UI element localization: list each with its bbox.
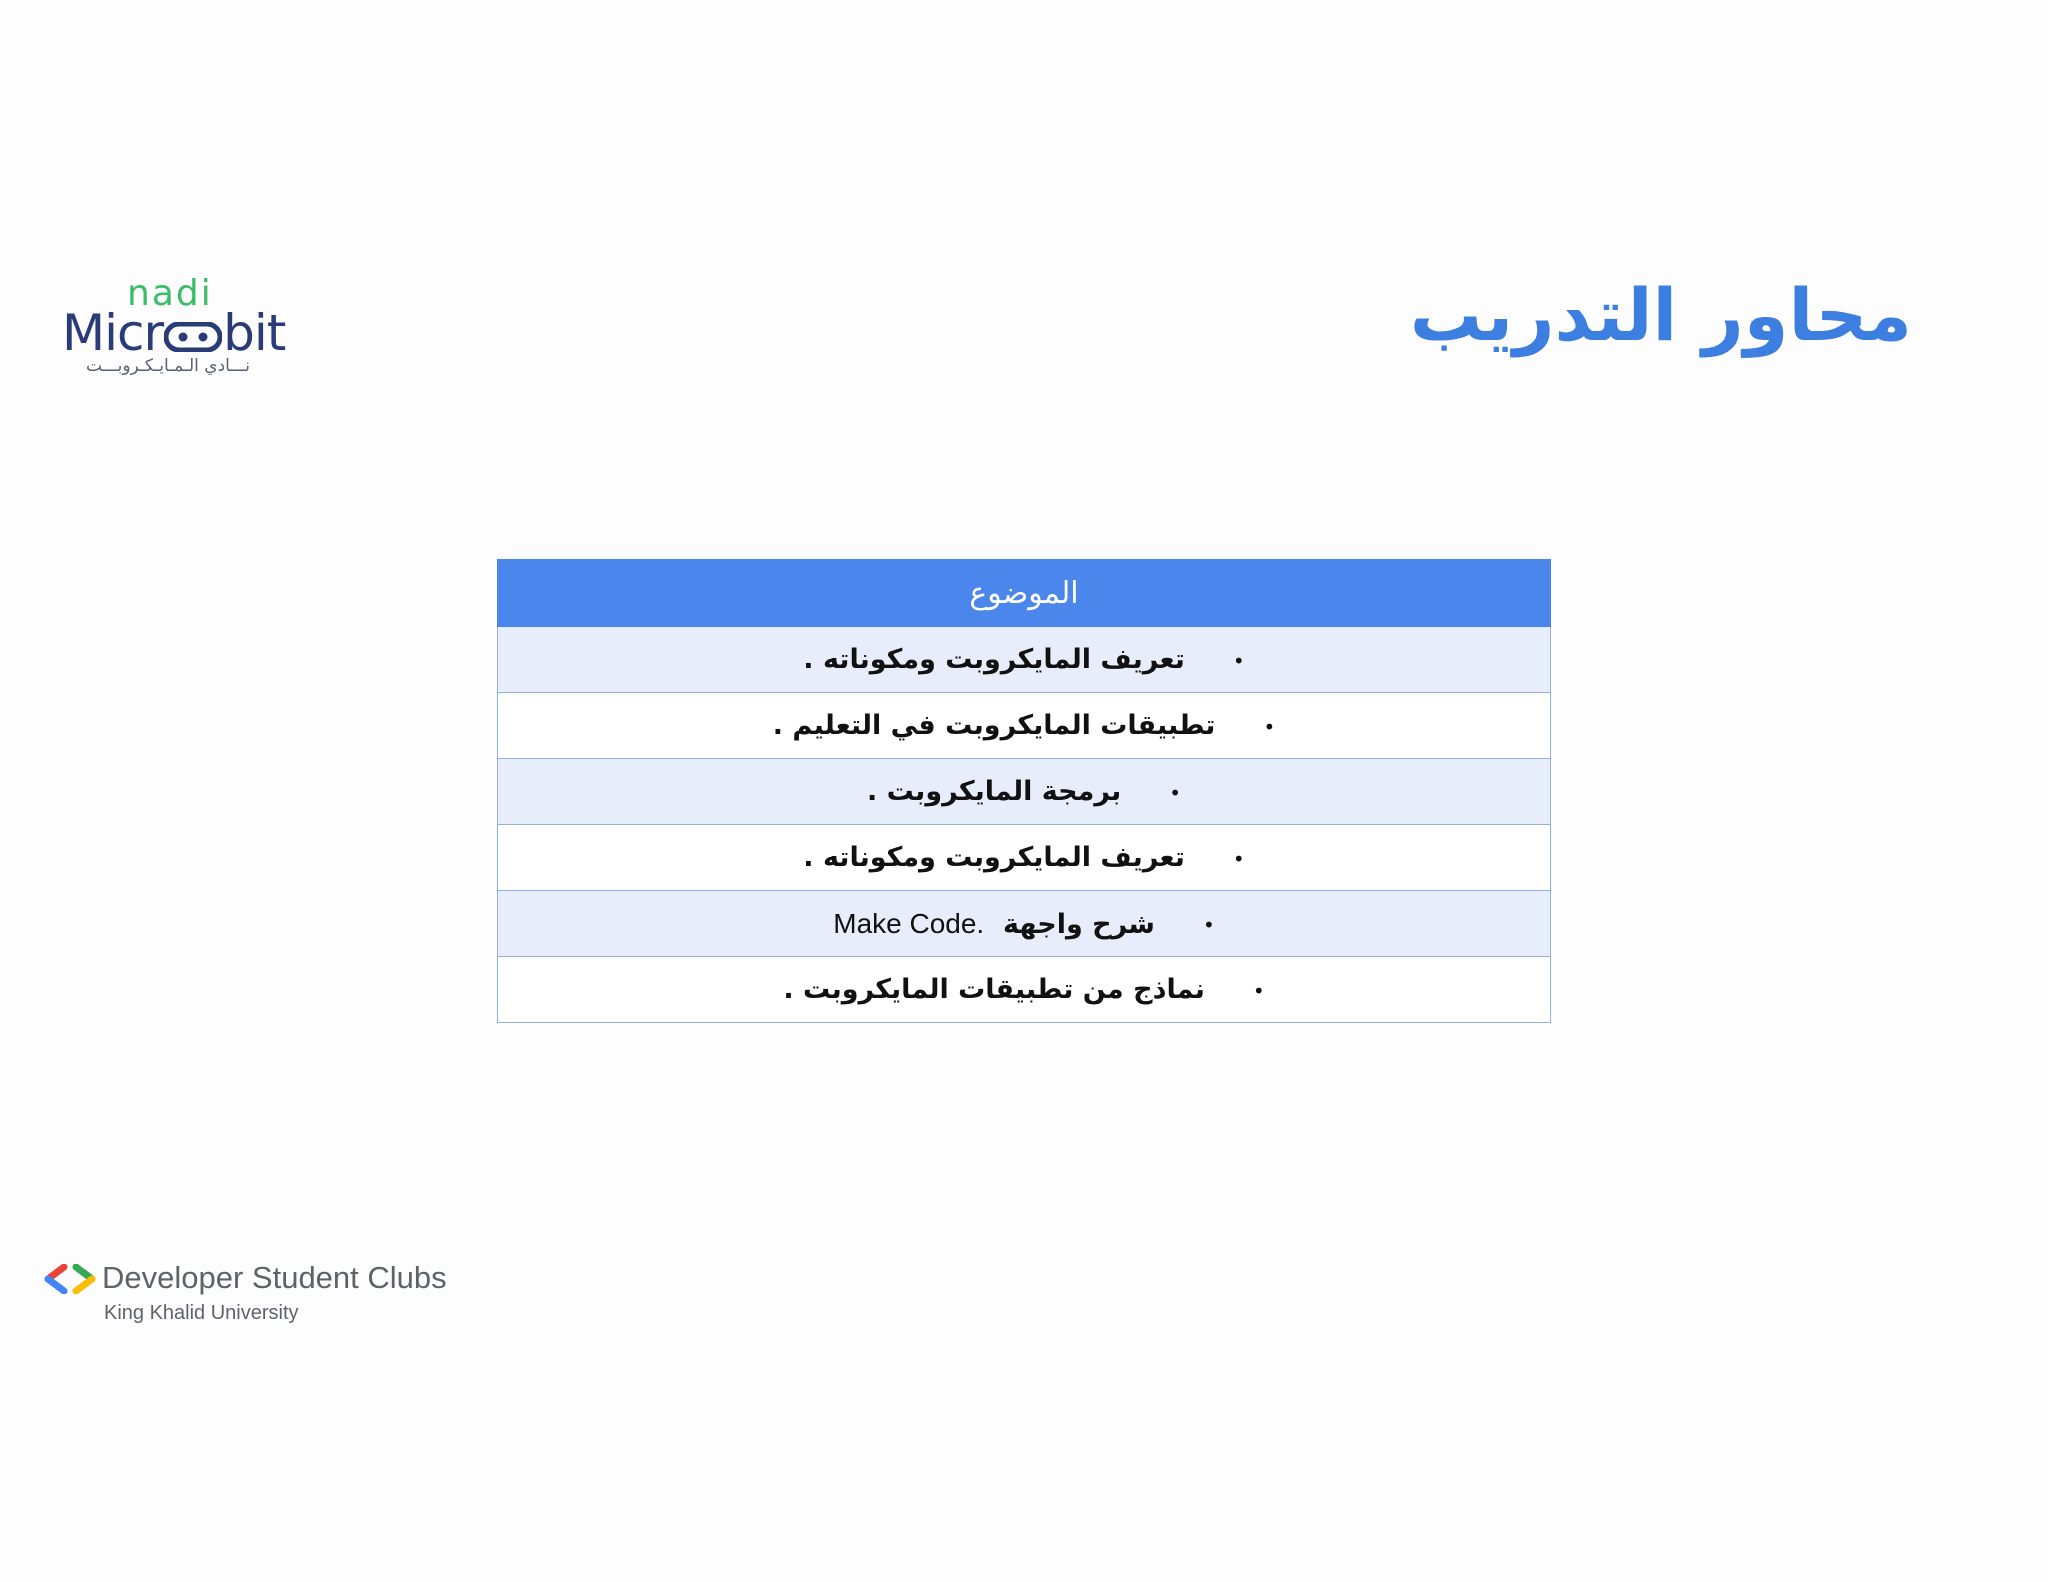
logo-microbit-wordmark [62, 304, 286, 362]
logo-nadi-text: nadi [127, 273, 213, 314]
topic-text: تعريف المايكروبت ومكوناته . [803, 644, 1185, 675]
table-cell [498, 759, 1551, 825]
table-row [498, 693, 1551, 759]
topic-text: تعريف المايكروبت ومكوناته . [803, 842, 1185, 873]
table-cell [498, 825, 1551, 891]
topic-text: برمجة المايكروبت . [866, 776, 1122, 807]
table-row [498, 825, 1551, 891]
table-row [498, 759, 1551, 825]
table-header-cell: الموضوع [498, 560, 1551, 627]
bullet-icon: • [1169, 780, 1182, 805]
topic-text-latin: Make Code. [833, 907, 985, 939]
table-cell [498, 627, 1551, 693]
dsc-name: Developer Student Clubs [102, 1260, 447, 1295]
logo-arabic-subtitle: نـــادي الـمـايـكـروبـــت [85, 356, 251, 376]
topic-text: نماذج من تطبيقات المايكروبت . [783, 974, 1205, 1005]
topic-text: تطبيقات المايكروبت في التعليم . [772, 710, 1216, 741]
logo-micro-text: Micr [62, 304, 164, 362]
table-cell [498, 891, 1551, 957]
bullet-icon: • [1252, 978, 1265, 1003]
nadi-microbit-logo [62, 273, 292, 385]
table-header-row [498, 560, 1551, 627]
table-row [498, 957, 1551, 1023]
bullet-icon: • [1232, 846, 1245, 871]
bullet-icon: • [1263, 714, 1276, 739]
bullet-icon: • [1232, 648, 1245, 673]
dsc-logo [42, 1260, 462, 1340]
slide-title: محاور التدريب [1409, 273, 1912, 357]
topics-table [497, 559, 1551, 1023]
logo-bit-text: bit [223, 304, 286, 362]
table-cell [498, 957, 1551, 1023]
robot-face-icon [164, 322, 222, 352]
table-row [498, 891, 1551, 957]
dsc-university: King Khalid University [104, 1302, 299, 1324]
topic-text-arabic: شرح واجهة [1003, 908, 1155, 940]
table-row [498, 627, 1551, 693]
dsc-brackets-icon [42, 1264, 98, 1294]
bullet-icon: • [1202, 913, 1215, 937]
table-cell [498, 693, 1551, 759]
